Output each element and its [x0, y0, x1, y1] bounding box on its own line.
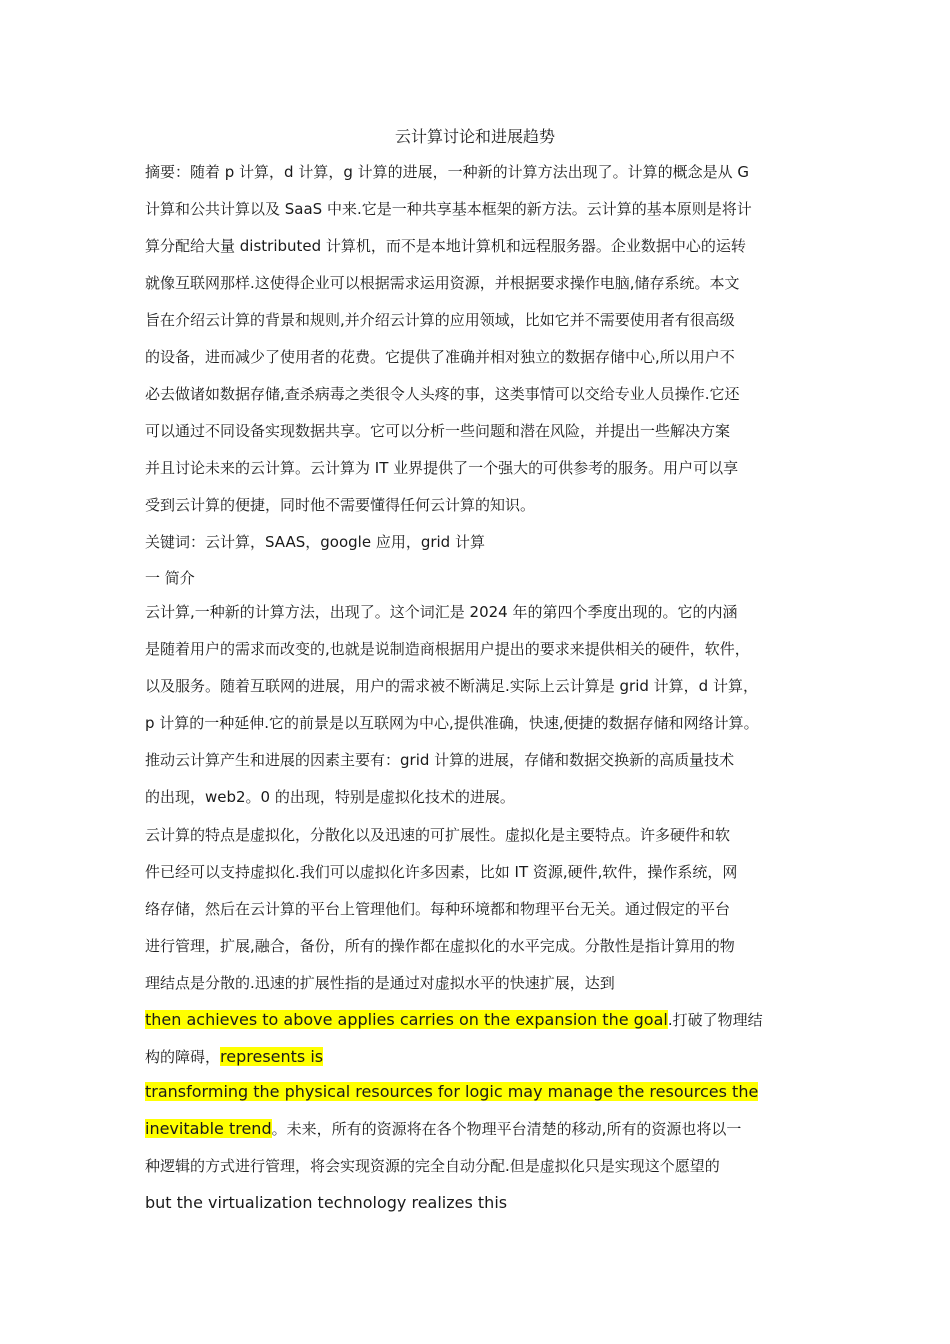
- highlighted-text: represents is: [220, 1047, 324, 1066]
- body-text: 构的障碍，: [145, 1048, 221, 1066]
- highlighted-text: transforming the physical resources for logic may manage the resources the: [145, 1082, 759, 1101]
- keywords-line: 关键词：云计算，SAAS，google 应用，grid 计算: [145, 533, 485, 551]
- mixed-line: [145, 1118, 741, 1140]
- abstract-line: 算分配给大量 distributed 计算机，而不是本地计算机和远程服务器。企业数据中心的运转: [145, 237, 746, 255]
- mixed-line: [145, 1009, 763, 1031]
- features-line: 理结点是分散的.迅速的扩展性指的是通过对虚拟水平的快速扩展，达到: [145, 974, 615, 992]
- abstract-line: 受到云计算的便捷，同时他不需要懂得任何云计算的知识。: [145, 496, 536, 514]
- document-title: 云计算讨论和进展趋势: [394, 127, 555, 146]
- mixed-line: [145, 1046, 323, 1068]
- intro-line: 以及服务。随着互联网的进展，用户的需求被不断满足.实际上云计算是 grid 计算，d 计算，: [145, 677, 758, 695]
- abstract-line: 就像互联网那样.这使得企业可以根据需求运用资源，并根据要求操作电脑,储存系统。本文: [145, 274, 740, 292]
- abstract-line: 可以通过不同设备实现数据共享。它可以分析一些问题和潜在风险，并提出一些解决方案: [145, 422, 731, 440]
- abstract-line: 旨在介绍云计算的背景和规则,并介绍云计算的应用领域，比如它并不需要使用者有很高级: [145, 311, 735, 329]
- intro-line: 是随着用户的需求而改变的,也就是说制造商根据用户提出的要求来提供相关的硬件，软件，: [145, 640, 750, 658]
- abstract-line: 计算和公共计算以及 SaaS 中来.它是一种共享基本框架的新方法。云计算的基本原则是将计: [145, 200, 752, 218]
- intro-line: 云计算,一种新的计算方法，出现了。这个词汇是 2024 年的第四个季度出现的。它的内涵: [145, 603, 738, 621]
- intro-line: 推动云计算产生和进展的因素主要有：grid 计算的进展，存储和数据交换新的高质量技术: [145, 751, 735, 769]
- features-line: 进行管理，扩展,融合，备份，所有的操作都在虚拟化的水平完成。分散性是指计算用的物: [145, 937, 735, 955]
- body-line: 种逻辑的方式进行管理，将会实现资源的完全自动分配.但是虚拟化只是实现这个愿望的: [145, 1157, 720, 1175]
- features-line: 云计算的特点是虚拟化，分散化以及迅速的可扩展性。虚拟化是主要特点。许多硬件和软: [145, 826, 731, 844]
- body-text: .打破了物理结: [667, 1011, 763, 1029]
- mixed-line: [145, 1081, 758, 1103]
- features-line: 络存储，然后在云计算的平台上管理他们。每种环境都和物理平台无关。通过假定的平台: [145, 900, 731, 918]
- body-text: 。未来，所有的资源将在各个物理平台清楚的移动,所有的资源也将以一: [271, 1120, 742, 1138]
- abstract-line: 的设备，进而减少了使用者的花费。它提供了准确并相对独立的数据存储中心,所以用户不: [145, 348, 735, 366]
- intro-line: 的出现，web2。0 的出现，特别是虚拟化技术的进展。: [145, 788, 515, 806]
- highlighted-text: inevitable trend: [145, 1119, 272, 1138]
- abstract-line: 摘要：随着 p 计算，d 计算，g 计算的进展，一种新的计算方法出现了。计算的概念是从 G: [145, 163, 750, 181]
- highlighted-text: then achieves to above applies carries on the expansion the goal: [145, 1010, 668, 1029]
- english-line: but the virtualization technology realizes this: [145, 1193, 508, 1212]
- section-heading: 一 简介: [145, 569, 195, 587]
- abstract-line: 并且讨论未来的云计算。云计算为 IT 业界提供了一个强大的可供参考的服务。用户可以享: [145, 459, 739, 477]
- features-line: 件已经可以支持虚拟化.我们可以虚拟化许多因素，比如 IT 资源,硬件,软件，操作系统，网: [145, 863, 738, 881]
- intro-line: p 计算的一种延伸.它的前景是以互联网为中心,提供准确，快速,便捷的数据存储和网络计算。: [145, 714, 759, 732]
- abstract-line: 必去做诸如数据存储,查杀病毒之类很令人头疼的事，这类事情可以交给专业人员操作.它还: [145, 385, 740, 403]
